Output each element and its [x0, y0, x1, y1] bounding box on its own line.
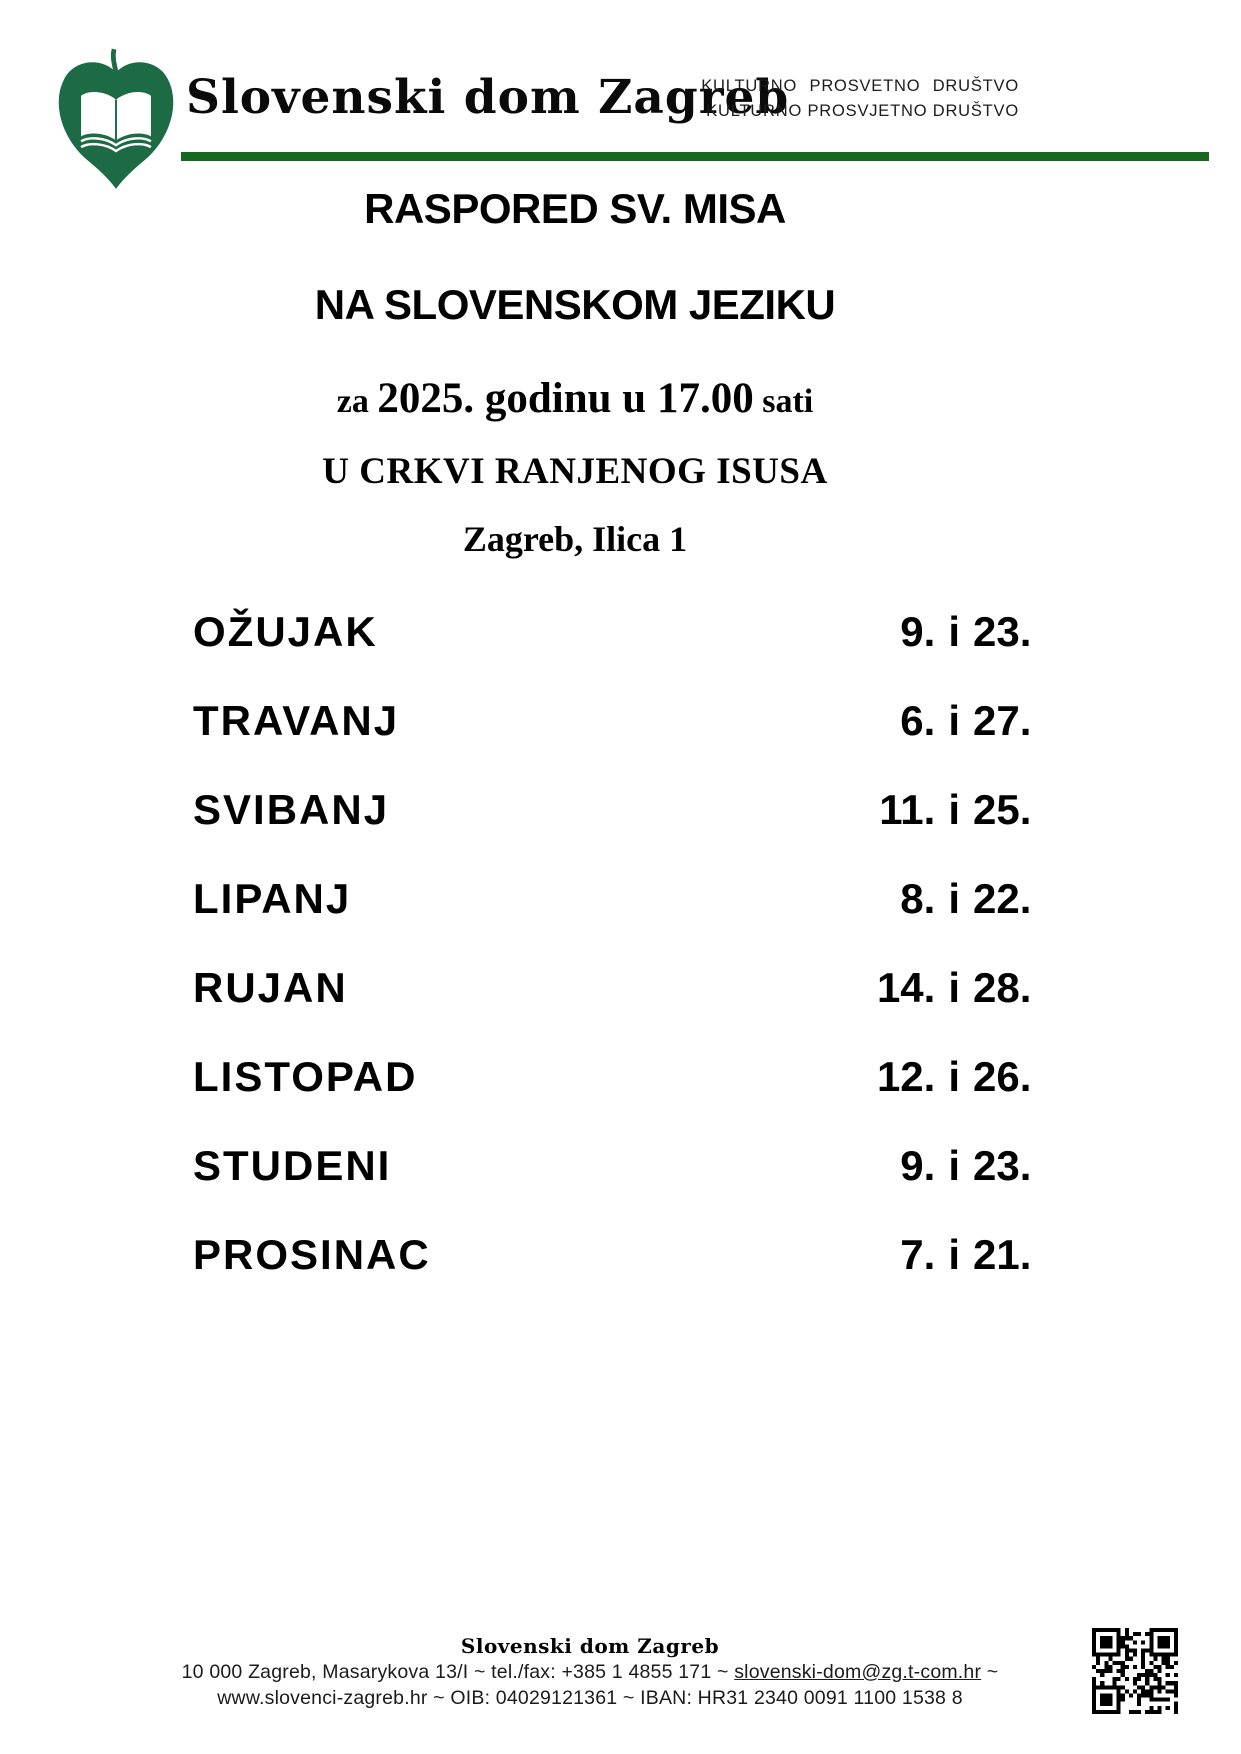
- dates-value: 9. i 23.: [900, 1142, 1032, 1189]
- heading-year-suffix: sati: [753, 383, 814, 420]
- dates-value: 8. i 22.: [900, 875, 1032, 922]
- schedule-row: [193, 1231, 1053, 1284]
- heading-year-main: 2025. godinu u 17.00: [377, 375, 754, 422]
- qr-code: [1092, 1628, 1178, 1714]
- footer-line1-suffix: ~: [981, 1661, 999, 1683]
- month-label: LISTOPAD: [193, 1053, 418, 1100]
- footer-email-link[interactable]: slovenski-dom@zg.t-com.hr: [734, 1661, 982, 1683]
- footer-address: 10 000 Zagreb, Masarykova 13/I ~ tel./fax: +385 1 4855 171 ~: [181, 1661, 735, 1683]
- heading-raspored: RASPORED SV. MISA: [364, 185, 786, 232]
- dates-value: 7. i 21.: [900, 1231, 1032, 1278]
- linden-leaf-book-logo-icon: [52, 46, 180, 192]
- heading-address: Zagreb, Ilica 1: [462, 519, 688, 559]
- schedule-row: [193, 964, 1053, 1017]
- brand-title: Slovenski dom Zagreb: [186, 70, 790, 125]
- heading-year-time: [45, 374, 1105, 423]
- footer-contact-line: [0, 1661, 1180, 1684]
- dates-value: 14. i 28.: [876, 964, 1032, 1011]
- heading-church: U CRKVI RANJENOG ISUSA: [322, 451, 828, 492]
- month-label: SVIBANJ: [193, 786, 390, 833]
- dates-value: 12. i 26.: [876, 1053, 1032, 1100]
- month-label: OŽUJAK: [193, 608, 378, 655]
- mass-schedule-list: [193, 608, 1053, 1320]
- schedule-row: [193, 1142, 1053, 1195]
- org-subtitle-line2: KULTURNO PROSVJETNO DRUŠTVO: [706, 102, 1019, 120]
- schedule-row: [193, 1053, 1053, 1106]
- footer-info-line: www.slovenci-zagreb.hr ~ OIB: 04029121361 ~ IBAN: HR31 2340 0091 1100 1538 8: [217, 1687, 963, 1709]
- month-label: TRAVANJ: [193, 697, 400, 744]
- dates-value: 11. i 25.: [879, 786, 1032, 833]
- footer: [0, 1634, 1180, 1710]
- schedule-row: [193, 608, 1053, 661]
- heading-jezik: NA SLOVENSKOM JEZIKU: [314, 281, 836, 328]
- month-label: LIPANJ: [193, 875, 352, 922]
- schedule-row: [193, 697, 1053, 750]
- schedule-row: [193, 786, 1053, 839]
- org-subtitle: [701, 74, 1019, 124]
- month-label: RUJAN: [193, 964, 348, 1011]
- month-label: PROSINAC: [193, 1231, 431, 1278]
- month-label: STUDENI: [193, 1142, 392, 1189]
- schedule-row: [193, 875, 1053, 928]
- header-divider: [181, 152, 1209, 161]
- dates-value: 9. i 23.: [900, 608, 1032, 655]
- org-subtitle-line1: KULTURNO PROSVETNO DRUŠTVO: [701, 77, 1019, 95]
- heading-year-prefix: za: [336, 383, 378, 420]
- footer-org-name: Slovenski dom Zagreb: [460, 1634, 720, 1658]
- dates-value: 6. i 27.: [900, 697, 1032, 744]
